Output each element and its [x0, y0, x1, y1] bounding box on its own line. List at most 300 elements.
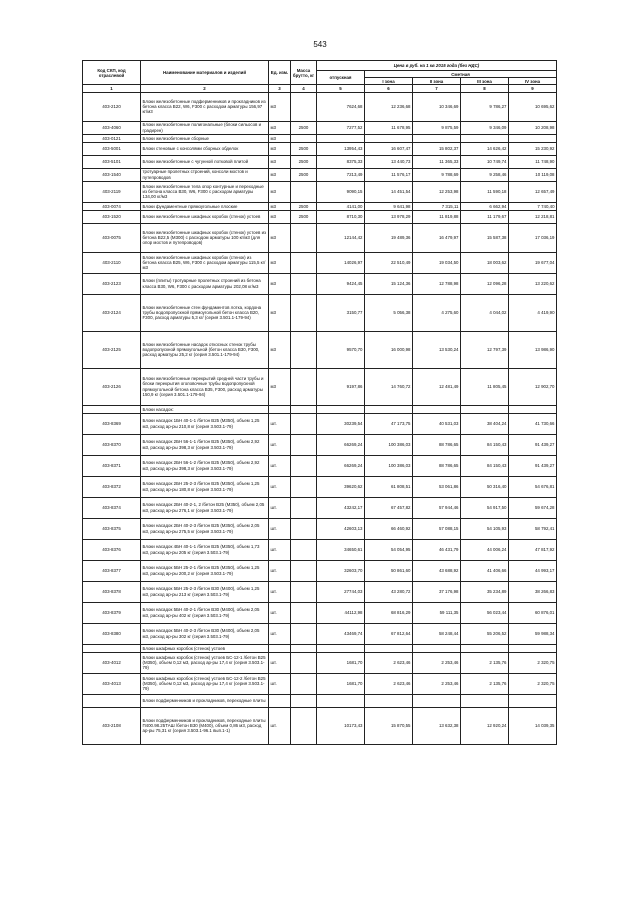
cell-v7: 15 802,37	[413, 142, 461, 155]
column-number: 7	[413, 85, 461, 92]
column-number: 5	[317, 85, 365, 92]
table-row	[83, 623, 557, 644]
cell-v9: 19 677,04	[509, 252, 557, 273]
cell-name: Блоки железобетонные шкафных коробок (стенок) из бетона класса В25, W6, F300 с расходом арматуры 115,5 кг/м3	[141, 252, 269, 273]
cell-v9: 13 986,90	[509, 331, 557, 368]
cell-v9: 58 792,41	[509, 518, 557, 539]
table-row	[83, 331, 557, 368]
header-zone2: II зона	[413, 78, 461, 85]
cell-v8: 2 135,76	[461, 673, 509, 694]
cell-v7: 40 531,03	[413, 413, 461, 434]
cell-v7: 12 481,49	[413, 368, 461, 405]
cell-mass	[291, 413, 317, 434]
column-number: 9	[509, 85, 557, 92]
cell-code: 403-4013	[83, 673, 141, 694]
cell-name: Блоки железобетонные насадок откосных стенок трубы водопропускной прямоугольной (бетон класса В30, F300, расход арматуры 25,2 кг (серия 3.501.1-179-94)	[141, 331, 269, 368]
cell-v8: 9 258,46	[461, 168, 509, 181]
cell-name: Блоки насадок 5БН 25-2-3 /бетон В30 (М400), объем 1,25 м3, расход ар-ры 213 кг (серия 3.503.1-79)	[141, 581, 269, 602]
cell-v6: 13 440,73	[365, 155, 413, 168]
cell-mass	[291, 497, 317, 518]
cell-v9	[509, 694, 557, 707]
cell-unit: шт.	[269, 560, 291, 581]
cell-mass	[291, 539, 317, 560]
cell-v7	[413, 405, 461, 413]
table-row	[83, 413, 557, 434]
cell-v5: 9570,70	[317, 331, 365, 368]
cell-unit: м3	[269, 92, 291, 121]
header-release: отпускная	[317, 71, 365, 85]
cell-name: Блоки насадок 2БН 40-2-3 /бетон В25 (М350), объем 2,05 м3, расход ар-ры 275,5 кг (серия 3.503.1-79)	[141, 518, 269, 539]
cell-code	[83, 644, 141, 652]
cell-unit: м3	[269, 273, 291, 294]
cell-code: 403-1520	[83, 210, 141, 223]
cell-v6: 50 861,60	[365, 560, 413, 581]
cell-name: Блоки шкафных коробок (стенок) устоев БС-12-2 /бетон В25 (М350), объем 0,12 м3, расход ар-ры 17,4 кг (серия 3.503.1-79)	[141, 673, 269, 694]
cell-code: 403-0074	[83, 202, 141, 210]
cell-v8: 18 003,62	[461, 252, 509, 273]
cell-name: Блоки насадок 5БН 25-2-1 /бетон В25 (М350), объем 1,25 м3, расход ар-ры 200,2 кг (серия 3.503.1-79)	[141, 560, 269, 581]
cell-v8	[461, 405, 509, 413]
cell-v6: 16 607,47	[365, 142, 413, 155]
cell-name: Блоки насадок 4БН 40-1-1 /бетон В25 (М350), объем 1,73 м3, расход ар-ры 205 кг (серия 3.503.1-79)	[141, 539, 269, 560]
cell-name: Блоки насадок 2БН 40-2-1, 2 /бетон В25 (М350), объем 2,05 м3, расход ар-ры 276,1 кг (серия 3.503.1-79)	[141, 497, 269, 518]
cell-v8: 84 150,43	[461, 455, 509, 476]
cell-v5: 8710,30	[317, 210, 365, 223]
cell-mass	[291, 518, 317, 539]
cell-v6: 12 236,68	[365, 92, 413, 121]
cell-mass	[291, 476, 317, 497]
cell-code: 403-0121	[83, 134, 141, 142]
cell-v7: 9 875,59	[413, 121, 461, 134]
cell-name: Блоки железобетонные подферменников и прокладников из бетона класса В22, W6, F300 с расходом арматуры 156,97 кг/м3	[141, 92, 269, 121]
header-zone4: IV зона	[509, 78, 557, 85]
cell-v5: 44112,98	[317, 602, 365, 623]
cell-v6: 47 173,75	[365, 413, 413, 434]
cell-v9: 17 036,19	[509, 223, 557, 252]
cell-v5: 13954,43	[317, 142, 365, 155]
cell-v9: 10 119,08	[509, 168, 557, 181]
cell-v7: 58 248,44	[413, 623, 461, 644]
cell-v9: 14 039,35	[509, 707, 557, 744]
cell-unit: шт.	[269, 518, 291, 539]
cell-v9: 12 657,49	[509, 181, 557, 202]
table-row	[83, 497, 557, 518]
cell-v5: 9090,15	[317, 181, 365, 202]
cell-name: Блоки железобетонные шкафных коробок (стенок) устоев из бетона В22,5 (М300) с расходом арматуры 100 кг/м3 (для опор мостов и путепроводов)	[141, 223, 269, 252]
cell-v8: 54 105,93	[461, 518, 509, 539]
cell-v8: 56 023,44	[461, 602, 509, 623]
cell-unit: шт.	[269, 413, 291, 434]
cell-mass	[291, 644, 317, 652]
page-number: 543	[313, 40, 327, 49]
cell-v5: 9424,45	[317, 273, 365, 294]
cell-name: Блоки насадок 1БН 40-1-1 /бетон В25 (М350), объем 1,25 м3, расход ар-ры 210,8 кг (серия 3.503.1-79)	[141, 413, 269, 434]
cell-unit: м3	[269, 181, 291, 202]
cell-code: 403-5001	[83, 142, 141, 155]
cell-v8: 9 346,09	[461, 121, 509, 134]
cell-name: Блоки насадок 2БН 25-2-3 /бетон В25 (М350), объем 1,25 м3, расход ар-ры 180,8 кг (серия 3.503.1-79)	[141, 476, 269, 497]
cell-v9: 10 208,98	[509, 121, 557, 134]
cell-name: Блоки фундаментные прямоугольные плоские	[141, 202, 269, 210]
cell-code: 403-8372	[83, 476, 141, 497]
cell-name: тротуарные пролетных строений, консоли мостов и путепроводов	[141, 168, 269, 181]
cell-v5: 3150,77	[317, 294, 365, 331]
cell-unit: м3	[269, 142, 291, 155]
cell-v6: 66 460,92	[365, 518, 413, 539]
header-estimate: Сметная	[365, 71, 557, 78]
table-row	[83, 273, 557, 294]
cell-v6: 15 124,36	[365, 273, 413, 294]
cell-v8: 11 590,18	[461, 181, 509, 202]
cell-v9: 41 730,66	[509, 413, 557, 434]
cell-v5: 43242,17	[317, 497, 365, 518]
cell-mass	[291, 602, 317, 623]
cell-code: 403-4012	[83, 652, 141, 673]
cell-code: 403-4060	[83, 121, 141, 134]
cell-mass	[291, 405, 317, 413]
cell-v5: 7624,68	[317, 92, 365, 121]
cell-code: 403-2126	[83, 368, 141, 405]
cell-v9: 15 230,92	[509, 142, 557, 155]
cell-v6: 67 812,64	[365, 623, 413, 644]
cell-v6: 5 056,38	[365, 294, 413, 331]
cell-mass	[291, 273, 317, 294]
cell-v5: 30239,54	[317, 413, 365, 434]
cell-code: 403-8375	[83, 518, 141, 539]
cell-v6	[365, 405, 413, 413]
cell-v7: 43 688,92	[413, 560, 461, 581]
cell-v7: 10 346,69	[413, 92, 461, 121]
cell-v7: 12 788,98	[413, 273, 461, 294]
cell-v5: 32603,70	[317, 560, 365, 581]
cell-v5: 7277,52	[317, 121, 365, 134]
cell-v8: 12 096,28	[461, 273, 509, 294]
cell-v8: 38 404,24	[461, 413, 509, 434]
cell-v6: 19 489,36	[365, 223, 413, 252]
cell-v8: 6 662,94	[461, 202, 509, 210]
cell-code	[83, 405, 141, 413]
cell-unit	[269, 644, 291, 652]
cell-v6: 15 870,55	[365, 707, 413, 744]
cell-v9: 38 266,83	[509, 581, 557, 602]
cell-unit: м3	[269, 252, 291, 273]
cell-v6: 68 816,29	[365, 602, 413, 623]
cell-code: 403-8376	[83, 539, 141, 560]
table-row	[83, 92, 557, 121]
cell-name: Блоки железобетонные полигональные (блоки сильосов и градирен)	[141, 121, 269, 134]
cell-v8: 15 587,38	[461, 223, 509, 252]
cell-code: 403-2124	[83, 294, 141, 331]
cell-mass	[291, 368, 317, 405]
cell-mass	[291, 181, 317, 202]
cell-v8	[461, 134, 509, 142]
cell-v7: 4 275,60	[413, 294, 461, 331]
cell-name: Блоки насадок 5БН 40-2-3 /бетон В30 (М400), объем 2,05 м3, расход ар-ры 302 кг (серия 3.503.1-79)	[141, 623, 269, 644]
cell-unit: шт.	[269, 476, 291, 497]
table-row	[83, 368, 557, 405]
cell-v8: 4 044,02	[461, 294, 509, 331]
cell-unit: м3	[269, 294, 291, 331]
cell-v8: 35 234,89	[461, 581, 509, 602]
cell-v7: 88 786,65	[413, 455, 461, 476]
cell-v5: 4141,00	[317, 202, 365, 210]
cell-code: 403-8379	[83, 602, 141, 623]
cell-code: 403-8371	[83, 455, 141, 476]
cell-name: Блоки железобетонные тела опор контурные и переходные из бетона класса В30, W6, F300 с расходом арматуры 134,00 кг/м3	[141, 181, 269, 202]
cell-code: 403-8380	[83, 623, 141, 644]
cell-v5	[317, 134, 365, 142]
price-table	[82, 60, 557, 745]
cell-v9: 60 876,01	[509, 602, 557, 623]
cell-unit: шт.	[269, 434, 291, 455]
cell-v8: 11 805,45	[461, 368, 509, 405]
cell-v7: 2 253,46	[413, 652, 461, 673]
cell-v7: 13 632,38	[413, 707, 461, 744]
cell-v9: 91 439,27	[509, 455, 557, 476]
cell-unit: шт.	[269, 623, 291, 644]
cell-name: Блоки железобетонные стен фундаментов лотка, кордона трубы водопропускной прямоугольной бетон класса В20, F300, расход арматуры 5,3 кг/ (серия 3.501.1-179-94)	[141, 294, 269, 331]
cell-v5: 42603,13	[317, 518, 365, 539]
cell-v8: 14 626,42	[461, 142, 509, 155]
cell-unit: шт.	[269, 652, 291, 673]
cell-v6: 2 623,46	[365, 652, 413, 673]
table-row	[83, 252, 557, 273]
cell-v7: 12 253,98	[413, 181, 461, 202]
cell-mass	[291, 434, 317, 455]
cell-v7: 9 788,69	[413, 168, 461, 181]
cell-unit: м3	[269, 331, 291, 368]
header-zone3: III зона	[461, 78, 509, 85]
cell-v6: 13 978,29	[365, 210, 413, 223]
cell-v6: 67 457,82	[365, 497, 413, 518]
table-row	[83, 673, 557, 694]
cell-mass: 2500	[291, 142, 317, 155]
column-number: 3	[269, 85, 291, 92]
cell-v8: 9 786,27	[461, 92, 509, 121]
cell-v6: 100 386,03	[365, 455, 413, 476]
column-number-row	[83, 85, 557, 92]
table-row	[83, 294, 557, 331]
cell-code: 403-8374	[83, 497, 141, 518]
table-row	[83, 581, 557, 602]
cell-v7: 57 944,46	[413, 497, 461, 518]
cell-mass	[291, 331, 317, 368]
cell-code: 403-0075	[83, 223, 141, 252]
cell-code: 403-5101	[83, 155, 141, 168]
cell-code: 403-2119	[83, 181, 141, 202]
cell-v7: 46 431,79	[413, 539, 461, 560]
cell-v8: 10 749,74	[461, 155, 509, 168]
cell-unit: шт.	[269, 707, 291, 744]
table-row	[83, 405, 557, 413]
cell-mass	[291, 581, 317, 602]
cell-name: Блоки насадок:	[141, 405, 269, 413]
cell-unit: м3	[269, 223, 291, 252]
cell-v9: 47 817,92	[509, 539, 557, 560]
cell-v9: 91 439,27	[509, 434, 557, 455]
table-row	[83, 644, 557, 652]
cell-v8	[461, 694, 509, 707]
cell-v9: 10 695,62	[509, 92, 557, 121]
cell-v6: 16 000,98	[365, 331, 413, 368]
cell-code	[83, 694, 141, 707]
cell-name: Блоки шкафных коробок (стенок) устоев БС-12-1 /бетон В25 (М350), объем 0,12 м3, расход ар-ры 17,4 кг (серия 3.503.1-79)	[141, 652, 269, 673]
cell-unit: шт.	[269, 497, 291, 518]
cell-v7: 88 786,65	[413, 434, 461, 455]
table-row	[83, 455, 557, 476]
cell-mass	[291, 652, 317, 673]
cell-v7: 37 176,98	[413, 581, 461, 602]
header-price-title: Цена в руб. на 1 кв 2015 года (без НДС)	[317, 61, 557, 71]
cell-v8: 44 006,24	[461, 539, 509, 560]
cell-name: Блоки подферменников и прокладников, переходные плиты П400.98.25ТАШ /бетон В30 (М400), объем 0,86 м3, расход ар-ры 75,31 кг (серия 3.503.1-96.1 вып.1-1)	[141, 707, 269, 744]
cell-v5: 12144,42	[317, 223, 365, 252]
cell-code: 403-8370	[83, 434, 141, 455]
cell-mass: 2500	[291, 168, 317, 181]
table-row	[83, 134, 557, 142]
cell-unit: м3	[269, 368, 291, 405]
table-row	[83, 602, 557, 623]
table-row	[83, 434, 557, 455]
cell-v5: 66269,24	[317, 455, 365, 476]
cell-v7	[413, 134, 461, 142]
table-row	[83, 539, 557, 560]
table-row	[83, 121, 557, 134]
cell-v9: 2 320,75	[509, 673, 557, 694]
cell-v8: 84 150,43	[461, 434, 509, 455]
cell-unit: м3	[269, 121, 291, 134]
cell-name: Блоки железобетонные сборные	[141, 134, 269, 142]
cell-name: Блоки насадок 5БН 40-2-1 /бетон В30 (М400), объем 2,05 м3, расход ар-ры 402 кг (серия 3.503.1-79)	[141, 602, 269, 623]
cell-unit: шт.	[269, 581, 291, 602]
cell-v8: 12 920,24	[461, 707, 509, 744]
cell-v9: 59 674,28	[509, 497, 557, 518]
cell-mass: 2500	[291, 210, 317, 223]
cell-v7: 59 111,35	[413, 602, 461, 623]
cell-code: 403-8378	[83, 581, 141, 602]
cell-unit: м3	[269, 155, 291, 168]
cell-v6: 2 623,46	[365, 673, 413, 694]
cell-code: 403-2110	[83, 252, 141, 273]
cell-mass	[291, 623, 317, 644]
cell-unit: шт.	[269, 539, 291, 560]
cell-v5: 27744,03	[317, 581, 365, 602]
cell-v8: 41 406,66	[461, 560, 509, 581]
cell-name: Блоки подферменников и прокладников, переходные плиты	[141, 694, 269, 707]
cell-unit: м3	[269, 168, 291, 181]
cell-unit	[269, 694, 291, 707]
cell-v6: 9 641,98	[365, 202, 413, 210]
cell-code: 403-2108	[83, 707, 141, 744]
cell-v6: 54 054,95	[365, 539, 413, 560]
cell-v8: 12 797,39	[461, 331, 509, 368]
column-number: 4	[291, 85, 317, 92]
header-unit: Ед. изм.	[269, 61, 291, 85]
cell-v9: 2 320,75	[509, 652, 557, 673]
table-row	[83, 210, 557, 223]
cell-name: Блоки железобетонные перекрытий средней части трубы и блоки перекрытия оголовочные трубы водопропускной прямоугольной бетона класса В35, F300, расход арматуры 150,9 кг (серия 3.501.1-179-94)	[141, 368, 269, 405]
cell-v5	[317, 644, 365, 652]
header-mass: Масса брутто, кг	[291, 61, 317, 85]
cell-v9: 11 748,90	[509, 155, 557, 168]
cell-v5: 66269,24	[317, 434, 365, 455]
cell-v7: 2 253,46	[413, 673, 461, 694]
cell-v8: 54 917,50	[461, 497, 509, 518]
cell-v7: 7 315,11	[413, 202, 461, 210]
cell-v5	[317, 694, 365, 707]
cell-name: Блоки насадок 2БН 56-1-2 /бетон В25 (М350), объем 2,92 м3, расход ар-ры 398,3 кг (серия 3.503.1-79)	[141, 455, 269, 476]
cell-v7	[413, 644, 461, 652]
cell-mass	[291, 134, 317, 142]
header-zone1: I зона	[365, 78, 413, 85]
cell-mass	[291, 707, 317, 744]
cell-v8: 55 206,52	[461, 623, 509, 644]
cell-mass	[291, 294, 317, 331]
cell-v7: 19 034,50	[413, 252, 461, 273]
cell-name: Блоки железобетонные с чугунной лотковой плитой	[141, 155, 269, 168]
cell-v5: 43469,74	[317, 623, 365, 644]
cell-v5: 9197,86	[317, 368, 365, 405]
cell-unit: м3	[269, 134, 291, 142]
cell-name: Блоки железобетонные шкафных коробок (стенок) устоев	[141, 210, 269, 223]
cell-v5: 8375,33	[317, 155, 365, 168]
cell-v9: 7 740,40	[509, 202, 557, 210]
cell-v5: 7213,49	[317, 168, 365, 181]
table-row	[83, 518, 557, 539]
cell-unit: шт.	[269, 602, 291, 623]
cell-unit: м3	[269, 202, 291, 210]
cell-v5: 1681,70	[317, 652, 365, 673]
cell-v7: 16 479,97	[413, 223, 461, 252]
table-row	[83, 142, 557, 155]
cell-mass	[291, 694, 317, 707]
cell-v6: 11 576,17	[365, 168, 413, 181]
column-number: 2	[141, 85, 269, 92]
cell-v8: 50 316,40	[461, 476, 509, 497]
cell-v7: 11 819,88	[413, 210, 461, 223]
cell-v6: 11 678,95	[365, 121, 413, 134]
cell-v9	[509, 405, 557, 413]
table-row	[83, 223, 557, 252]
cell-v7: 11 365,33	[413, 155, 461, 168]
cell-v6	[365, 134, 413, 142]
cell-name: Блоки насадок 2БН 56-1-1 /бетон В25 (М350), объем 2,92 м3, расход ар-ры 398,3 кг (серия 3.503.1-79)	[141, 434, 269, 455]
cell-v6	[365, 694, 413, 707]
cell-v6: 22 510,49	[365, 252, 413, 273]
cell-unit: шт.	[269, 673, 291, 694]
column-number: 8	[461, 85, 509, 92]
cell-v7: 13 530,24	[413, 331, 461, 368]
column-number: 6	[365, 85, 413, 92]
cell-code: 403-2120	[83, 92, 141, 121]
cell-v8	[461, 644, 509, 652]
cell-v9	[509, 134, 557, 142]
cell-v6: 14 760,72	[365, 368, 413, 405]
cell-v7	[413, 694, 461, 707]
header-code: Код СКП, код отраслевой	[83, 61, 141, 85]
cell-mass	[291, 223, 317, 252]
cell-v9: 4 419,90	[509, 294, 557, 331]
cell-v9: 54 676,81	[509, 476, 557, 497]
cell-v9	[509, 644, 557, 652]
cell-v5: 39620,62	[317, 476, 365, 497]
cell-v5: 1681,70	[317, 673, 365, 694]
cell-mass	[291, 92, 317, 121]
cell-v8: 2 135,76	[461, 652, 509, 673]
header-name: Наименование материалов и изделий	[141, 61, 269, 85]
cell-v9: 44 993,17	[509, 560, 557, 581]
table-row	[83, 652, 557, 673]
